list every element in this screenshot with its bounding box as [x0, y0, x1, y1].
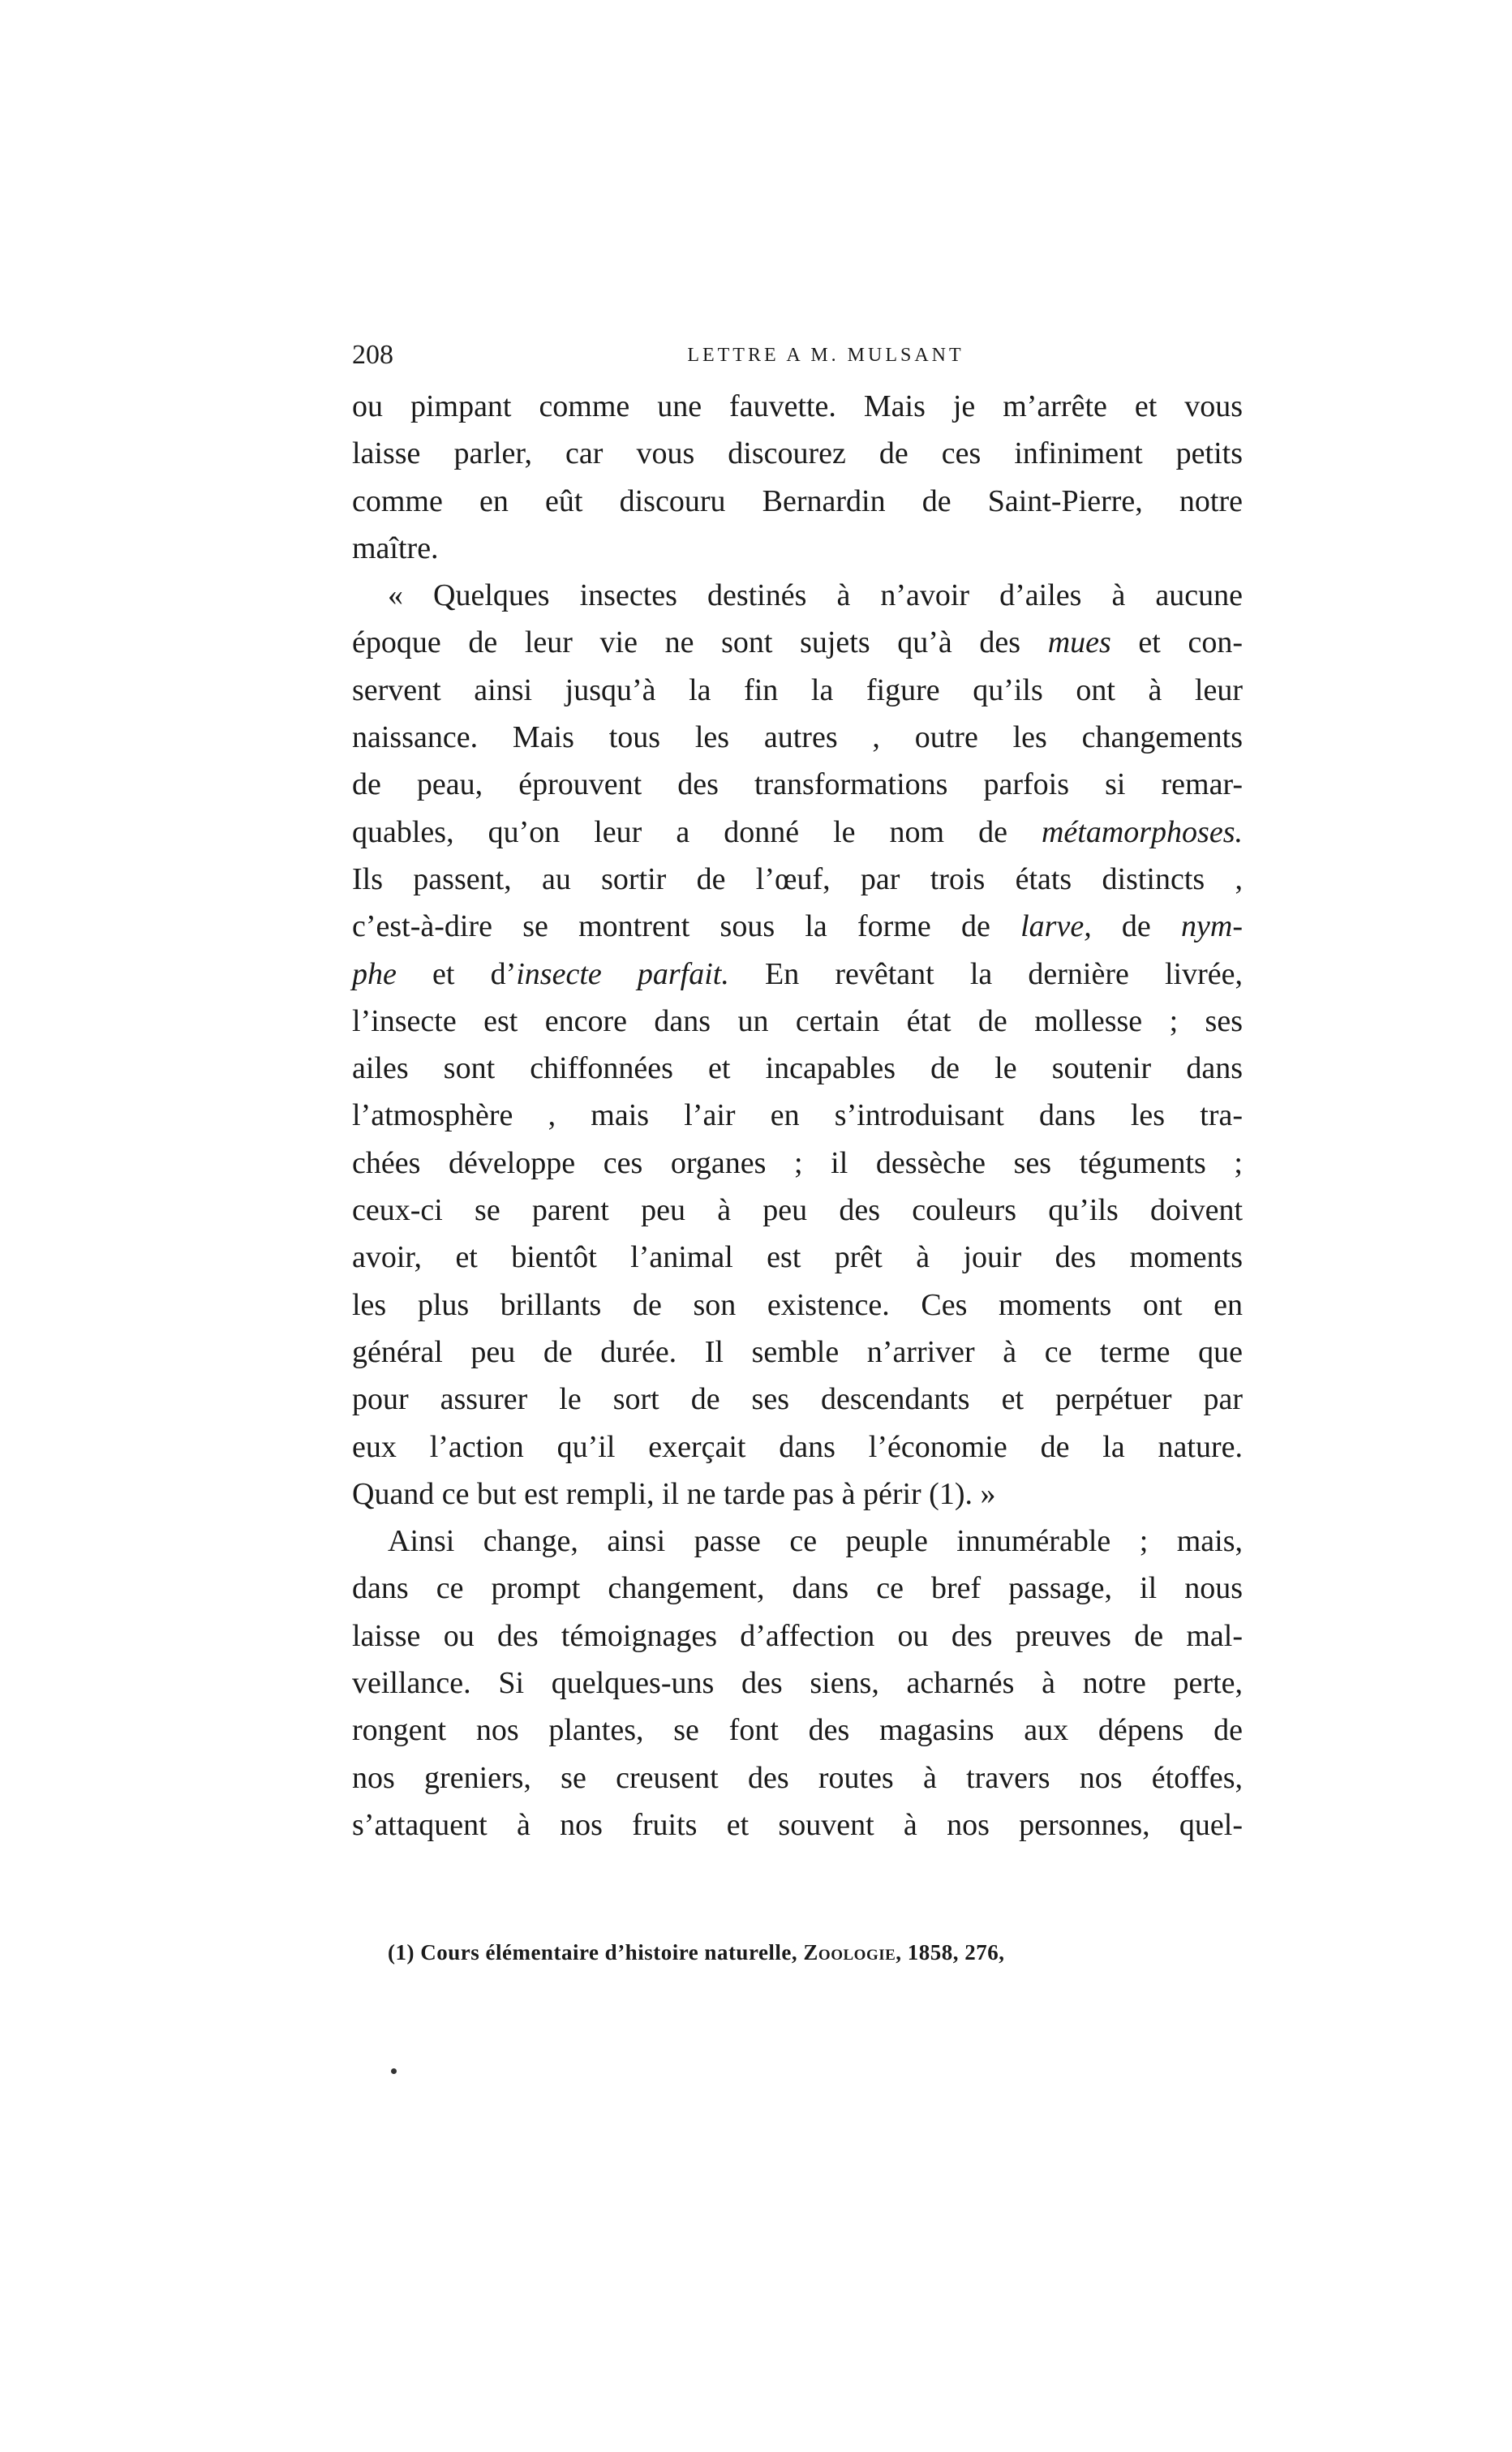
text-line: eux l’action qu’il exerçait dans l’économie de la nature. — [352, 1429, 1243, 1464]
ink-speck — [391, 2068, 397, 2074]
body-text — [352, 383, 1243, 1849]
text-line: l’insecte est encore dans un certain état de mollesse ; ses — [352, 1003, 1243, 1038]
text-line: quables, qu’on leur a donné le nom de métamorphoses. — [352, 814, 1243, 849]
paragraph — [352, 1518, 1243, 1849]
text-line: époque de leur vie ne sont sujets qu’à des mues et con- — [352, 625, 1243, 660]
text-line: l’atmosphère , mais l’air en s’introduisant dans les tra- — [352, 1098, 1243, 1133]
footnote-text-before: Cours élémentaire d’histoire naturelle, — [420, 1940, 798, 1965]
footnote-marker: (1) — [388, 1940, 415, 1965]
text-line: nos greniers, se creusent des routes à travers nos étoffes, — [352, 1760, 1243, 1795]
text-line: ailes sont chiffonnées et incapables de le soutenir dans — [352, 1051, 1243, 1086]
running-head: LETTRE A M. MULSANT — [687, 345, 964, 366]
text-line: laisse ou des témoignages d’affection ou des preuves de mal- — [352, 1618, 1243, 1653]
text-line: « Quelques insectes destinés à n’avoir d’ailes à aucune — [388, 578, 1243, 613]
text-line: général peu de durée. Il semble n’arriver à ce terme que — [352, 1334, 1243, 1369]
text-line: pour assurer le sort de ses descendants et perpétuer par — [352, 1382, 1243, 1417]
book-page — [352, 331, 1243, 1969]
footnote — [352, 1936, 1243, 1969]
text-line: ceux-ci se parent peu à peu des couleurs qu’ils doivent — [352, 1193, 1243, 1228]
text-line: dans ce prompt changement, dans ce bref passage, il nous — [352, 1571, 1243, 1606]
page-header — [352, 331, 1243, 380]
text-line: de peau, éprouvent des transformations parfois si remar- — [352, 767, 1243, 802]
footnote-small-caps: Zoologie — [803, 1940, 896, 1965]
text-line: Ils passent, au sortir de l’œuf, par trois états distincts , — [352, 861, 1243, 896]
text-line: les plus brillants de son existence. Ces moments ont en — [352, 1287, 1243, 1322]
text-line: servent ainsi jusqu’à la fin la figure qu’ils ont à leur — [352, 672, 1243, 707]
text-line: c’est-à-dire se montrent sous la forme de larve, de nym- — [352, 909, 1243, 944]
text-line: comme en eût discouru Bernardin de Saint-Pierre, notre — [352, 483, 1243, 518]
text-line: ou pimpant comme une fauvette. Mais je m’arrête et vous — [352, 389, 1243, 423]
text-line: veillance. Si quelques-uns des siens, acharnés à notre perte, — [352, 1666, 1243, 1701]
text-line: naissance. Mais tous les autres , outre les changements — [352, 720, 1243, 755]
text-line: laisse parler, car vous discourez de ces infiniment petits — [352, 436, 1243, 471]
text-line: avoir, et bientôt l’animal est prêt à jouir des moments — [352, 1240, 1243, 1275]
text-line: phe et d’insecte parfait. En revêtant la dernière livrée, — [352, 956, 1243, 991]
text-line: chées développe ces organes ; il dessèche ses téguments ; — [352, 1145, 1243, 1180]
footnote-text-after: , 1858, 276, — [896, 1940, 1005, 1965]
text-line: maître. — [352, 530, 439, 565]
text-line: Ainsi change, ainsi passe ce peuple innumérable ; mais, — [388, 1524, 1243, 1559]
paragraph — [352, 383, 1243, 572]
text-line: Quand ce but est rempli, il ne tarde pas à périr (1). » — [352, 1476, 996, 1511]
text-line: rongent nos plantes, se font des magasins aux dépens de — [352, 1713, 1243, 1748]
page-number: 208 — [352, 340, 393, 370]
paragraph — [352, 572, 1243, 1518]
text-line: s’attaquent à nos fruits et souvent à nos personnes, quel- — [352, 1807, 1243, 1842]
